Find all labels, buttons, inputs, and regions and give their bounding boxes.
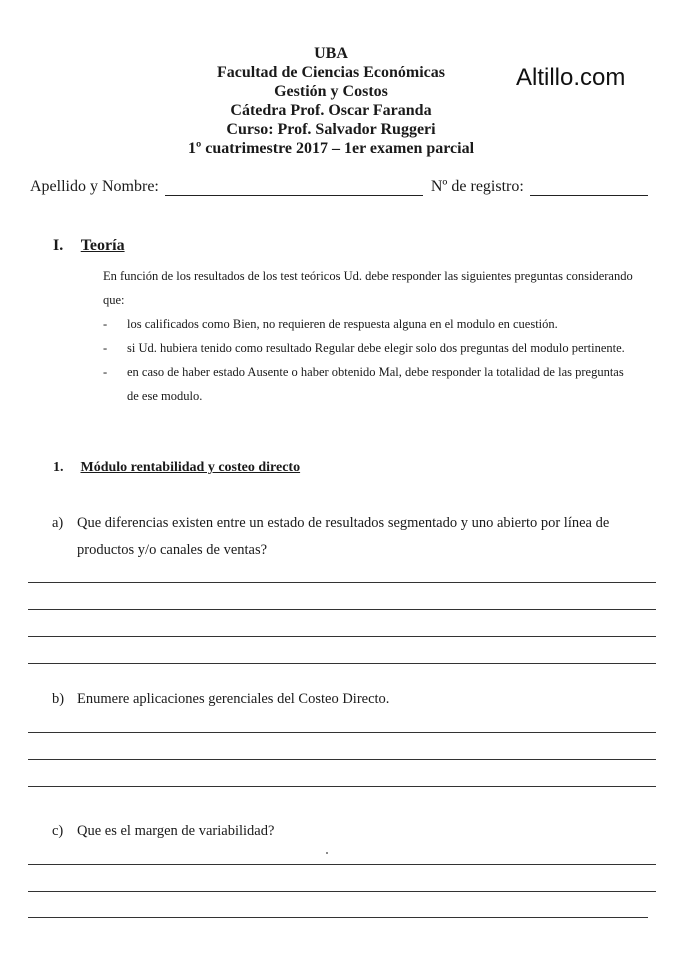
answer-line[interactable]: [28, 786, 656, 787]
instruction-bullet-text: en caso de haber estado Ausente o haber obtenido Mal, debe responder la totalidad de las preguntas de ese modulo.: [127, 365, 624, 403]
instruction-bullet: [103, 360, 633, 408]
instruction-bullet: [103, 312, 633, 336]
header-faculty: Facultad de Ciencias Económicas: [217, 64, 445, 81]
header-chair: Cátedra Prof. Oscar Faranda: [230, 102, 432, 119]
question-b: [52, 686, 652, 713]
answer-line[interactable]: [28, 636, 656, 637]
module-heading: [53, 460, 300, 476]
bullet-dash: -: [103, 365, 108, 379]
registration-number-label: Nº de registro:: [430, 178, 524, 195]
watermark-logo: Altillo.com: [516, 64, 626, 91]
instruction-bullet-text: si Ud. hubiera tenido como resultado Regular debe elegir solo dos preguntas del modulo pertinente.: [127, 341, 625, 355]
answer-line[interactable]: [28, 582, 656, 583]
bullet-dash: -: [103, 317, 108, 331]
question-label: a): [52, 515, 64, 531]
module-title: Módulo rentabilidad y costeo directo: [80, 460, 301, 475]
section-title: Teoría: [80, 237, 125, 254]
question-label: b): [52, 691, 65, 707]
question-text: Que diferencias existen entre un estado de resultados segmentado y uno abierto por línea de productos y/o canales de ventas?: [77, 515, 610, 558]
instructions-paragraph: En función de los resultados de los test teóricos Ud. debe responder las siguientes preguntas considerando que:: [103, 269, 633, 307]
instruction-bullet-text: los calificados como Bien, no requieren de respuesta alguna en el modulo en cuestión.: [127, 317, 558, 331]
header-subject: Gestión y Costos: [274, 83, 388, 100]
scan-speck: [326, 852, 328, 854]
question-text: Enumere aplicaciones gerenciales del Costeo Directo.: [77, 691, 390, 707]
exam-header: [0, 44, 700, 158]
answer-line[interactable]: [28, 917, 648, 918]
answer-line[interactable]: [28, 609, 656, 610]
section-heading: [53, 237, 125, 255]
header-university: UBA: [314, 45, 348, 62]
question-c: [52, 818, 652, 845]
bullet-dash: -: [103, 341, 108, 355]
registration-row: [30, 178, 660, 196]
instruction-bullet: [103, 336, 633, 360]
instructions: [103, 264, 633, 408]
answer-line[interactable]: [28, 864, 656, 865]
module-number: 1.: [53, 460, 64, 475]
answer-line[interactable]: [28, 759, 656, 760]
name-field-line[interactable]: [165, 181, 423, 196]
question-label: c): [52, 823, 64, 839]
header-course: Curso: Prof. Salvador Ruggeri: [226, 121, 436, 138]
question-a: [52, 510, 652, 564]
header-term: 1º cuatrimestre 2017 – 1er examen parcial: [187, 140, 475, 157]
answer-line[interactable]: [28, 663, 656, 664]
registration-number-field-line[interactable]: [530, 181, 648, 196]
section-number: I.: [53, 237, 64, 254]
answer-line[interactable]: [28, 732, 656, 733]
question-text: Que es el margen de variabilidad?: [77, 823, 275, 839]
answer-line[interactable]: [28, 891, 656, 892]
name-label: Apellido y Nombre:: [30, 178, 159, 195]
